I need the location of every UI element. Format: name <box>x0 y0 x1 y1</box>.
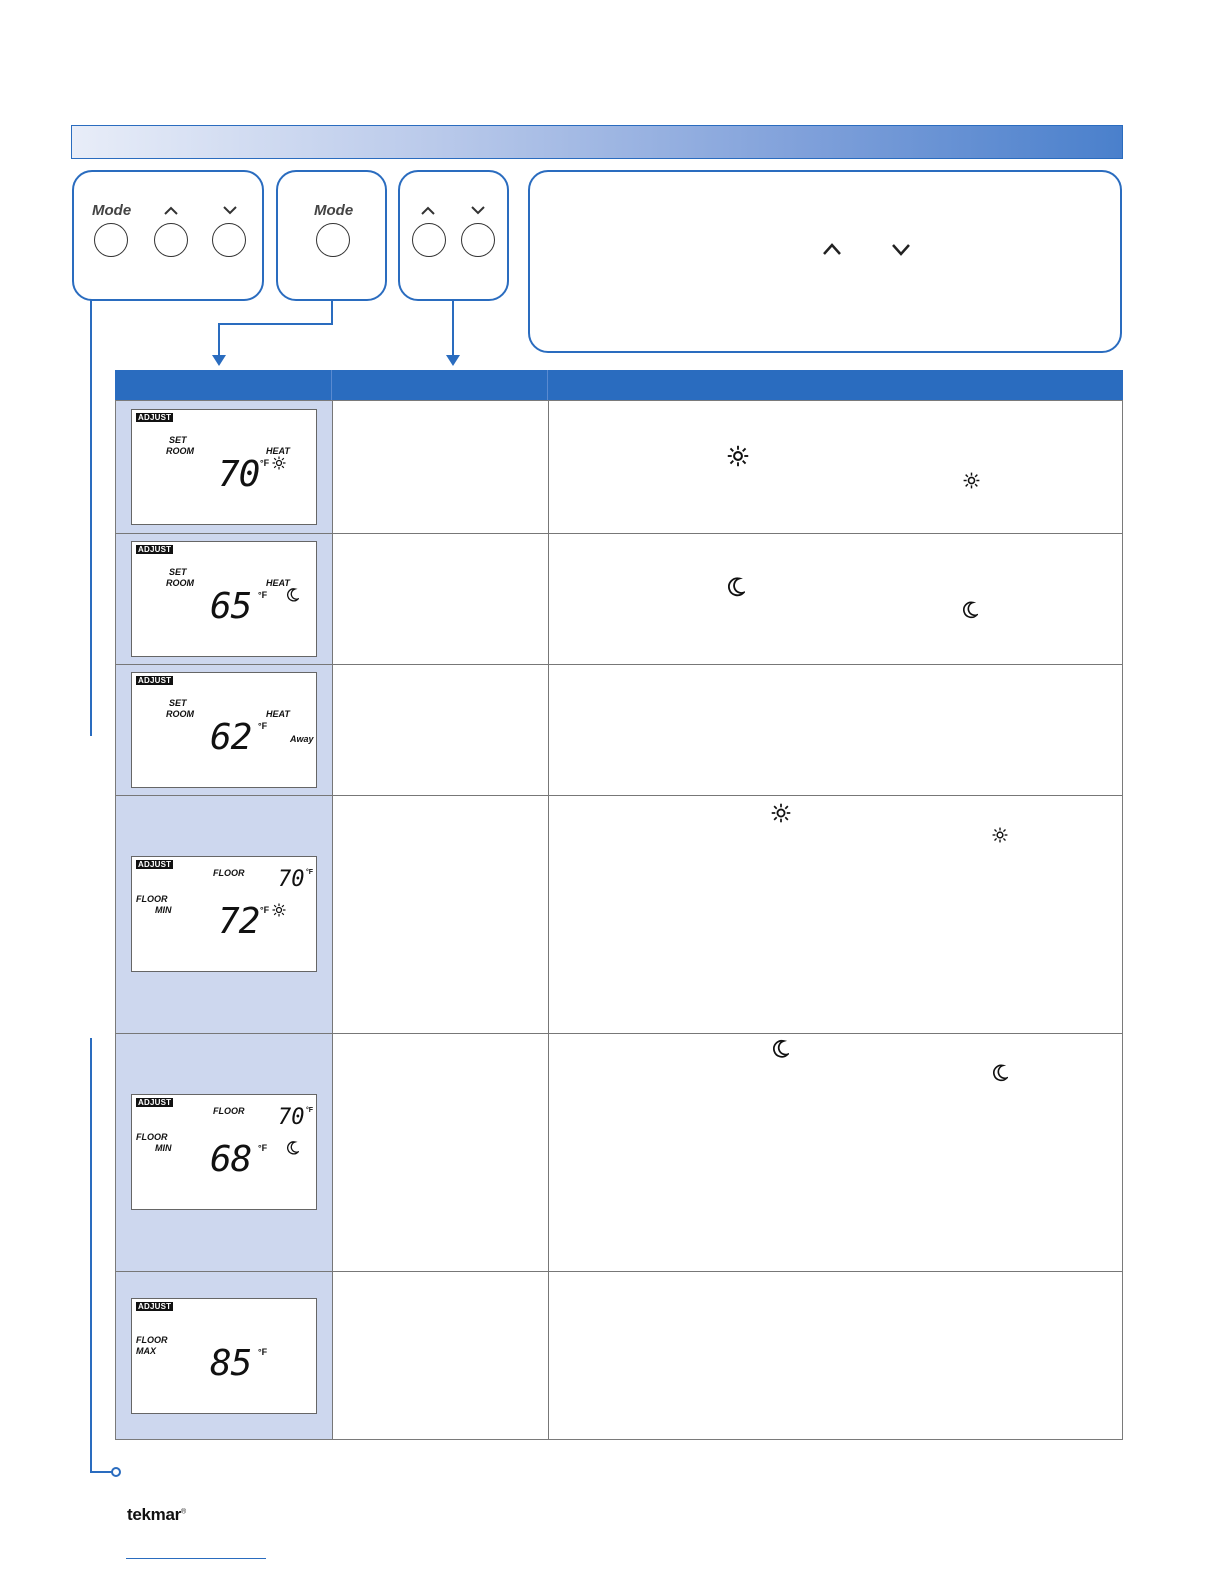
lcd-display <box>131 1094 317 1210</box>
moon-icon <box>728 577 745 597</box>
room-label: ROOM <box>166 578 194 588</box>
section-banner <box>71 125 1123 159</box>
unit-label: °F <box>258 1143 268 1153</box>
min-label: MIN <box>155 905 172 915</box>
moon-icon <box>773 1039 789 1059</box>
unit-label: °F <box>258 590 268 600</box>
floor-temperature-value: 70 <box>278 1105 305 1130</box>
heat-label: HEAT <box>266 709 290 719</box>
floor-temperature-value: 70 <box>278 867 305 892</box>
registered-mark: ® <box>180 1508 186 1516</box>
all-buttons-group <box>72 170 264 301</box>
max-label: MAX <box>136 1346 156 1356</box>
side-bracket-line <box>90 1471 112 1473</box>
floor-top-label: FLOOR <box>213 1106 245 1116</box>
side-bracket-line <box>90 1038 92 1473</box>
unit-label: °F <box>306 869 314 876</box>
temperature-value: 72 <box>218 901 260 942</box>
heat-label: HEAT <box>266 578 290 588</box>
sun-icon <box>771 803 791 823</box>
brand-name: tekmar <box>127 1505 181 1524</box>
arrow-down-icon <box>212 355 226 367</box>
connector-line <box>218 323 220 359</box>
unit-label: °F <box>260 458 270 468</box>
down-arrow-icon <box>890 242 912 256</box>
temperature-value: 65 <box>210 586 252 627</box>
moon-icon <box>993 1064 1008 1082</box>
moon-icon <box>963 601 978 619</box>
sun-icon <box>727 445 749 467</box>
floor-label: FLOOR <box>136 894 168 904</box>
up-button[interactable] <box>154 223 188 257</box>
adjust-badge: ADJUST <box>138 676 172 685</box>
adjust-badge: ADJUST <box>138 1302 172 1311</box>
connector-line <box>452 301 454 359</box>
mode-label: Mode <box>314 202 354 219</box>
instruction-box <box>528 170 1122 353</box>
floor-top-label: FLOOR <box>213 868 245 878</box>
moon-icon <box>287 588 299 602</box>
mode-button[interactable] <box>316 223 350 257</box>
sun-icon <box>992 827 1008 843</box>
connector-line <box>218 323 333 325</box>
adjust-badge: ADJUST <box>138 413 172 422</box>
down-button[interactable] <box>461 223 495 257</box>
bracket-end-icon <box>110 1466 122 1478</box>
settings-table <box>115 400 1123 1440</box>
lcd-display <box>131 541 317 657</box>
away-label: Away <box>290 734 314 744</box>
up-button[interactable] <box>412 223 446 257</box>
mode-button-group <box>276 170 387 301</box>
heat-label: HEAT <box>266 446 290 456</box>
unit-label: °F <box>258 721 268 731</box>
arrow-down-icon <box>446 355 460 367</box>
set-label: SET <box>169 567 187 577</box>
min-label: MIN <box>155 1143 172 1153</box>
unit-label: °F <box>260 905 270 915</box>
up-arrow-icon <box>821 242 843 256</box>
down-arrow-icon <box>222 205 238 215</box>
room-label: ROOM <box>166 446 194 456</box>
adjust-badge: ADJUST <box>138 860 172 869</box>
adjust-badge: ADJUST <box>138 1098 172 1107</box>
unit-label: °F <box>258 1347 268 1357</box>
up-arrow-icon <box>420 205 436 215</box>
sun-icon <box>272 903 286 917</box>
temperature-value: 62 <box>210 717 252 758</box>
mode-button[interactable] <box>94 223 128 257</box>
floor-label: FLOOR <box>136 1132 168 1142</box>
set-label: SET <box>169 435 187 445</box>
lcd-display <box>131 1298 317 1414</box>
temperature-value: 85 <box>210 1343 252 1384</box>
lcd-display <box>131 856 317 972</box>
adjust-badge: ADJUST <box>138 545 172 554</box>
temperature-value: 70 <box>218 454 260 495</box>
temperature-value: 68 <box>210 1139 252 1180</box>
arrow-buttons-group <box>398 170 509 301</box>
down-button[interactable] <box>212 223 246 257</box>
moon-icon <box>287 1141 299 1155</box>
table-header <box>115 370 1123 400</box>
set-label: SET <box>169 698 187 708</box>
unit-label: °F <box>306 1107 314 1114</box>
sun-icon <box>963 472 980 489</box>
brand-logo <box>127 1505 186 1525</box>
room-label: ROOM <box>166 709 194 719</box>
lcd-display <box>131 409 317 525</box>
side-bracket-line <box>90 300 92 736</box>
sun-icon <box>272 456 286 470</box>
down-arrow-icon <box>470 205 486 215</box>
floor-label: FLOOR <box>136 1335 168 1345</box>
mode-label: Mode <box>92 202 132 219</box>
up-arrow-icon <box>163 205 179 215</box>
lcd-display <box>131 672 317 788</box>
footer-line <box>126 1558 266 1559</box>
connector-line <box>331 301 333 325</box>
